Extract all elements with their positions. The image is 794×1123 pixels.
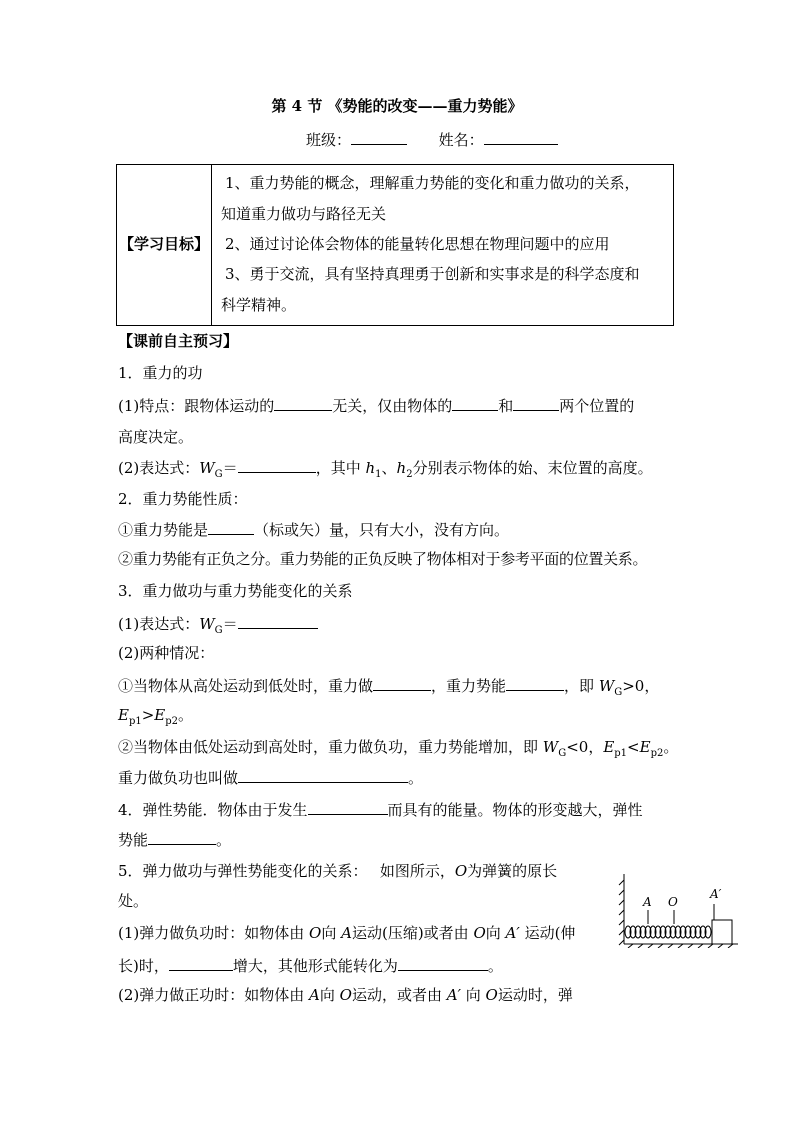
var: W (598, 677, 615, 695)
answer-blank[interactable] (274, 394, 332, 411)
text: 。 (663, 738, 679, 756)
text: ，其中 (315, 459, 366, 477)
subscript: G (614, 687, 623, 698)
section-5-line-1 (118, 860, 557, 881)
var: W (542, 738, 559, 756)
subscript: G (214, 469, 223, 480)
text: (1)表达式： (118, 615, 200, 633)
section-5-line-2: 处。 (118, 892, 149, 910)
text: 。 (408, 769, 424, 787)
text: 向 (461, 986, 486, 1004)
section-3-line-4 (118, 704, 193, 727)
objective-line: 2、通过讨论体会物体的能量转化思想在物理问题中的应用 (225, 235, 610, 253)
subscript: 2 (406, 469, 413, 480)
text: 增大，其他形式能转化为 (232, 957, 398, 975)
answer-blank[interactable] (169, 954, 233, 971)
text: ①当物体从高处运动到低处时，重力做 (118, 677, 374, 695)
answer-blank[interactable] (208, 518, 254, 535)
preview-heading: 【课前自主预习】 (118, 332, 239, 350)
page-title: 第 4 节 《势能的改变——重力势能》 (271, 97, 523, 115)
text: 、 (381, 459, 397, 477)
var: W (199, 615, 215, 633)
spring-diagram (618, 868, 740, 948)
label-a: A (643, 895, 652, 909)
subscript: p1 (614, 748, 628, 759)
objectives-label: 【学习目标】 (119, 235, 210, 253)
text: 无关，仅由物体的 (332, 397, 453, 415)
var: A (341, 924, 352, 942)
learning-objectives-table (116, 164, 674, 326)
section-4-line-2 (118, 828, 231, 850)
var: E (639, 738, 651, 756)
answer-blank[interactable] (506, 674, 564, 691)
label-o: O (668, 895, 678, 909)
text: <0， (566, 738, 604, 756)
var: A (309, 986, 320, 1004)
subscript: p2 (165, 716, 179, 727)
subscript: G (214, 625, 223, 636)
text: 4．弹性势能．物体由于发生 (118, 801, 308, 819)
section-5-line-5 (118, 984, 573, 1005)
section-1-title: 1．重力的功 (118, 364, 203, 382)
section-2-line-1 (118, 518, 509, 540)
section-3-title: 3．重力做功与重力势能变化的关系 (118, 582, 353, 600)
var: O (485, 986, 498, 1004)
class-blank[interactable] (351, 128, 407, 145)
text: ①重力势能是 (118, 521, 209, 539)
text: 重力做负功也叫做 (118, 769, 239, 787)
answer-blank[interactable] (373, 674, 431, 691)
section-3-line-3 (118, 674, 659, 698)
section-1-line-3 (118, 456, 653, 480)
subscript: p2 (650, 748, 664, 759)
answer-blank[interactable] (238, 766, 408, 783)
objective-line: 知道重力做功与路径无关 (221, 205, 387, 223)
text: ，重力势能 (431, 677, 507, 695)
text: 。 (216, 831, 232, 849)
objective-line: 3、勇于交流，具有坚持真理勇于创新和实事求是的科学态度和 (225, 265, 640, 283)
subscript: G (558, 748, 567, 759)
var: A′ (505, 924, 520, 942)
var: A′ (446, 986, 461, 1004)
text: (1)特点：跟物体运动的 (118, 397, 275, 415)
answer-blank[interactable] (398, 954, 488, 971)
var: h (396, 459, 407, 477)
student-info-line (306, 128, 558, 150)
text: 运动，或者由 (351, 986, 447, 1004)
text: (1)弹力做负功时：如物体由 (118, 924, 310, 942)
answer-blank[interactable] (238, 612, 318, 629)
text: 两个位置的 (559, 397, 635, 415)
section-3-line-6 (118, 766, 423, 788)
var: W (199, 459, 215, 477)
text: 和 (498, 397, 514, 415)
text: 向 (319, 986, 340, 1004)
section-3-line-2: (2)两种情况： (118, 644, 215, 662)
text: 分别表示物体的始、末位置的高度。 (412, 459, 653, 477)
section-1-line-1 (118, 394, 634, 416)
text: 向 (321, 924, 342, 942)
objectives-label-cell (117, 165, 212, 325)
section-4-line-1 (118, 798, 643, 820)
section-3-line-5 (118, 736, 678, 759)
section-2-title: 2．重力势能性质： (118, 490, 248, 508)
text: > (141, 706, 155, 724)
text: (2)弹力做正功时：如物体由 (118, 986, 310, 1004)
name-label: 姓名： (438, 131, 484, 149)
text: ＝ (222, 459, 238, 477)
spring (625, 926, 711, 938)
text: 长)时， (118, 957, 169, 975)
section-1-line-2: 高度决定。 (118, 428, 194, 446)
objective-line: 科学精神。 (221, 296, 297, 314)
text: （标或矢）量，只有大小，没有方向。 (254, 521, 510, 539)
block (712, 920, 732, 944)
class-label: 班级： (306, 131, 352, 149)
label-a-prime: A′ (710, 887, 722, 901)
section-5-line-3 (118, 922, 575, 943)
subscript: p1 (128, 716, 142, 727)
text: 向 (485, 924, 506, 942)
text: 。 (487, 957, 503, 975)
var: O (454, 862, 468, 880)
text: ，即 (564, 677, 599, 695)
text: 而具有的能量。物体的形变越大，弹性 (387, 801, 643, 819)
var: O (309, 924, 322, 942)
section-5-line-4 (118, 954, 503, 976)
var: O (339, 986, 352, 1004)
text: 。 (178, 706, 194, 724)
text: 运动(压缩)或者由 (351, 924, 474, 942)
var: E (118, 706, 129, 724)
objective-line: 1、重力势能的概念，理解重力势能的变化和重力做功的关系， (225, 174, 640, 192)
text: 运动时，弹 (497, 986, 573, 1004)
var: h (365, 459, 376, 477)
text: 5．弹力做功与弹性势能变化的关系： 如图所示， (118, 862, 455, 880)
var: E (603, 738, 615, 756)
text: ＝ (222, 615, 238, 633)
text: 势能 (118, 831, 149, 849)
text: 为弹簧的原长 (467, 862, 558, 880)
answer-blank[interactable] (452, 394, 498, 411)
answer-blank[interactable] (148, 828, 216, 845)
answer-blank[interactable] (238, 456, 316, 473)
text: 运动(伸 (519, 924, 576, 942)
answer-blank[interactable] (513, 394, 559, 411)
section-3-line-1 (118, 612, 318, 636)
text: (2)表达式： (118, 459, 200, 477)
name-blank[interactable] (484, 128, 558, 145)
text: >0， (622, 677, 660, 695)
text: ②当物体由低处运动到高处时，重力做负功，重力势能增加，即 (118, 738, 543, 756)
text: < (627, 738, 640, 756)
subscript: 1 (375, 469, 382, 480)
answer-blank[interactable] (308, 798, 388, 815)
section-2-line-2: ②重力势能有正负之分。重力势能的正负反映了物体相对于参考平面的位置关系。 (118, 550, 648, 568)
var: O (473, 924, 486, 942)
var: E (154, 706, 166, 724)
